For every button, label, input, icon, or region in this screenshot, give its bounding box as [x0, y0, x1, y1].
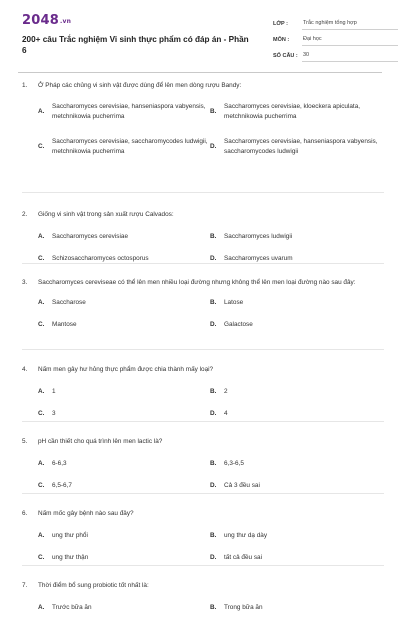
- question-text: pH cần thiết cho quá trình lên men lactic là?: [38, 438, 163, 445]
- question-text: Ở Pháp các chủng vi sinh vật được dùng để lên men dòng rượu Bandy:: [38, 82, 242, 89]
- question-number: 5.: [22, 438, 28, 445]
- option-a[interactable]: [38, 597, 210, 619]
- question-list: [22, 78, 384, 619]
- question-6: [22, 494, 384, 566]
- site-logo[interactable]: [22, 13, 71, 28]
- option-b[interactable]: [210, 292, 382, 314]
- option-text: Saccharomyces cerevisiae, saccharomycodes ludwigii, metchnikowia pucherrima: [52, 138, 208, 155]
- option-text: Saccharomyces cerevisiae, hanseniaspora vabyensis, saccharomycodes ludwigii: [224, 138, 378, 155]
- option-a[interactable]: [38, 525, 210, 547]
- option-c[interactable]: [38, 547, 210, 569]
- question-4: [22, 350, 384, 422]
- question-number: 3.: [22, 279, 28, 286]
- option-d[interactable]: [210, 547, 382, 569]
- meta-row-class: [273, 14, 398, 30]
- question-number: 2.: [22, 211, 28, 218]
- question-text: Nấm men gây hư hỏng thực phẩm được chia thành mấy loại?: [38, 366, 214, 373]
- option-c[interactable]: [38, 127, 210, 167]
- option-d[interactable]: [210, 475, 382, 497]
- question-3: [22, 264, 384, 350]
- option-b[interactable]: [210, 453, 382, 475]
- option-text: 2: [224, 388, 228, 395]
- option-c[interactable]: [38, 403, 210, 425]
- option-letter: B.: [210, 460, 217, 467]
- option-text: 1: [52, 388, 56, 395]
- option-letter: D.: [210, 321, 217, 328]
- option-letter: C.: [38, 482, 45, 489]
- option-text: ung thư dạ dày: [224, 532, 268, 539]
- option-b[interactable]: [210, 97, 382, 127]
- option-text: Galactose: [224, 321, 253, 328]
- option-letter: D.: [210, 255, 217, 262]
- option-a[interactable]: [38, 453, 210, 475]
- meta-row-count: [273, 46, 398, 62]
- option-letter: A.: [38, 532, 45, 539]
- question-number: 6.: [22, 510, 28, 517]
- option-text: Saccharomyces cerevisiae: [52, 233, 129, 240]
- question-1: [22, 78, 384, 193]
- question-number: 7.: [22, 582, 28, 589]
- option-letter: A.: [38, 388, 45, 395]
- option-text: tất cả đều sai: [224, 554, 263, 561]
- question-2: [22, 193, 384, 264]
- option-d[interactable]: [210, 248, 382, 270]
- option-letter: A.: [38, 460, 45, 467]
- option-text: 6-6,3: [52, 460, 67, 467]
- document-title: 200+ câu Trắc nghiệm Vi sinh thực phẩm có đáp án - Phần 6: [22, 35, 249, 55]
- option-letter: D.: [210, 143, 217, 150]
- option-letter: C.: [38, 321, 45, 328]
- option-d[interactable]: [210, 403, 382, 425]
- option-text: Saccharose: [52, 299, 86, 306]
- option-letter: B.: [210, 532, 217, 539]
- option-letter: A.: [38, 233, 45, 240]
- option-letter: C.: [38, 255, 45, 262]
- meta-label-count: SỐ CÂU :: [273, 52, 298, 59]
- option-text: Saccharomyces cerevisiae, hanseniaspora vabyensis, metchnikowia pucherrima: [52, 103, 206, 120]
- option-letter: D.: [210, 554, 217, 561]
- option-text: ung thư thận: [52, 554, 89, 561]
- question-text: Giống vi sinh vật trong sản xuất rượu Calvados:: [38, 211, 174, 218]
- meta-value-subject: Đại học: [302, 36, 398, 46]
- question-5: [22, 422, 384, 494]
- meta-value-count: 30: [302, 52, 398, 62]
- option-a[interactable]: [38, 226, 210, 248]
- option-text: 3: [52, 410, 56, 417]
- option-d[interactable]: [210, 127, 382, 167]
- option-letter: B.: [210, 388, 217, 395]
- option-a[interactable]: [38, 97, 210, 127]
- option-text: Saccharomyces cerevisiae, kloeckera apiculata, metchnikowia pucherrima: [224, 103, 361, 120]
- option-text: Saccharomyces ludwigii: [224, 233, 293, 240]
- option-text: Mantose: [52, 321, 77, 328]
- meta-label-class: LỚP :: [273, 20, 288, 27]
- option-text: 6,3-6,5: [224, 460, 244, 467]
- option-text: Schizosaccharomyces octosporus: [52, 255, 149, 262]
- option-text: Cả 3 đều sai: [224, 482, 260, 489]
- option-text: ung thư phổi: [52, 532, 88, 539]
- option-letter: C.: [38, 410, 45, 417]
- option-letter: B.: [210, 108, 217, 115]
- question-number: 4.: [22, 366, 28, 373]
- document-header: [18, 0, 382, 72]
- meta-label-subject: MÔN :: [273, 36, 290, 43]
- question-7: [22, 566, 384, 619]
- option-text: Trước bữa ăn: [52, 604, 92, 611]
- question-text: Saccharomyces cereviseae có thể lên men nhiều loại đường nhưng không thể lên men loại đường nào sau đây:: [38, 279, 356, 286]
- option-text: Latose: [224, 299, 244, 306]
- option-letter: B.: [210, 233, 217, 240]
- option-letter: A.: [38, 604, 45, 611]
- option-b[interactable]: [210, 597, 382, 619]
- option-text: 4: [224, 410, 228, 417]
- option-letter: D.: [210, 410, 217, 417]
- option-letter: C.: [38, 143, 45, 150]
- meta-value-class: Trắc nghiệm tổng hợp: [302, 20, 398, 30]
- option-b[interactable]: [210, 381, 382, 403]
- document-meta: [273, 14, 398, 62]
- option-c[interactable]: [38, 475, 210, 497]
- question-text: Nấm mốc gây bệnh nào sau đây?: [38, 510, 134, 517]
- option-letter: A.: [38, 299, 45, 306]
- option-letter: A.: [38, 108, 45, 115]
- option-a[interactable]: [38, 292, 210, 314]
- option-text: Saccharomyces uvarum: [224, 255, 293, 262]
- option-c[interactable]: [38, 248, 210, 270]
- option-d[interactable]: [210, 314, 382, 336]
- option-b[interactable]: [210, 525, 382, 547]
- question-number: 1.: [22, 82, 28, 89]
- option-text: 6,5-6,7: [52, 482, 72, 489]
- logo-text: 2048: [22, 13, 59, 28]
- option-letter: B.: [210, 299, 217, 306]
- option-a[interactable]: [38, 381, 210, 403]
- option-letter: B.: [210, 604, 217, 611]
- option-letter: C.: [38, 554, 45, 561]
- option-b[interactable]: [210, 226, 382, 248]
- option-text: Trong bữa ăn: [224, 604, 263, 611]
- option-c[interactable]: [38, 314, 210, 336]
- question-text: Thời điểm bổ sung probiotic tốt nhất là:: [38, 582, 149, 589]
- header-divider: [18, 72, 382, 73]
- meta-row-subject: [273, 30, 398, 46]
- option-letter: D.: [210, 482, 217, 489]
- logo-suffix: .vn: [59, 18, 72, 25]
